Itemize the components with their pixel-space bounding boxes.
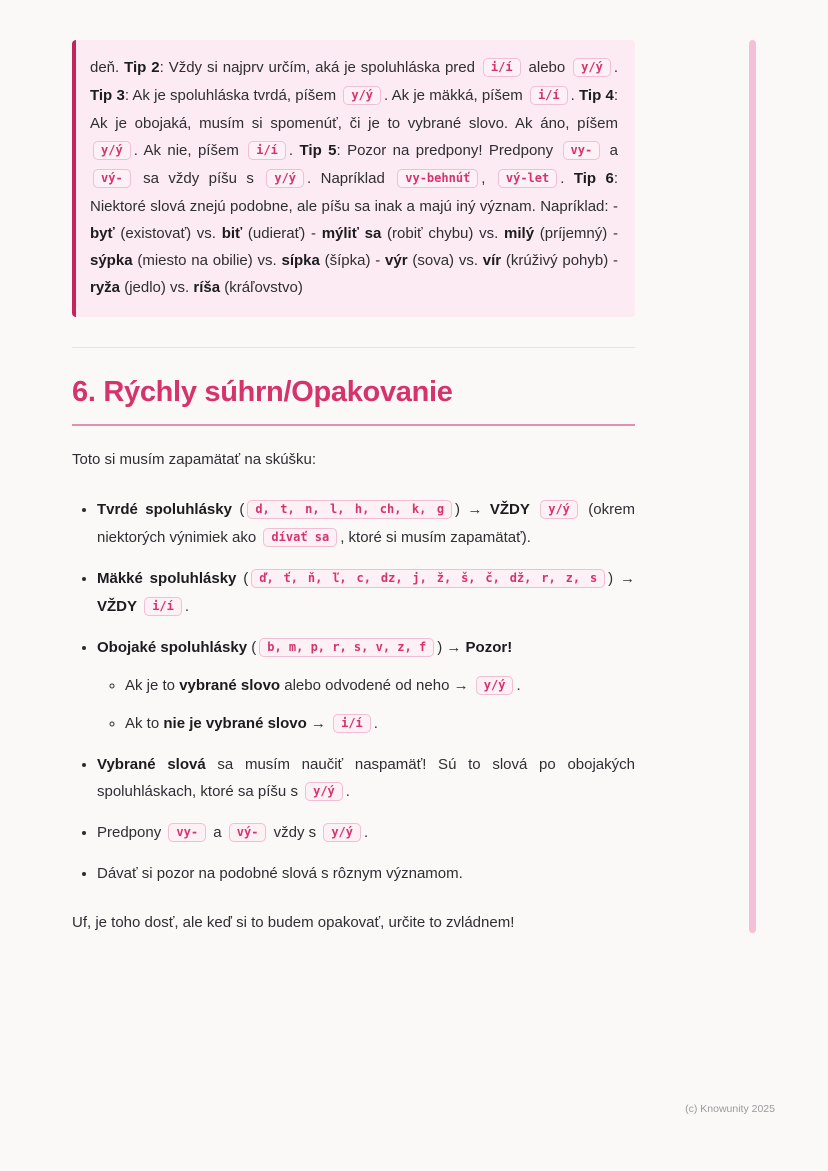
code-chip: vý- [93,169,131,188]
code-chip: dívať sa [263,528,337,547]
bold-text: nie je vybrané slovo [163,715,307,732]
text-run: deň. [90,59,125,76]
code-chip: y/ý [573,58,611,77]
bold-text: ryža [90,279,121,296]
text-run: (sova) vs. [407,252,483,269]
text-run: (kráľovstvo) [220,279,303,296]
bold-text: Pozor! [465,639,513,656]
text-run: (miesto na obilie) vs. [132,252,282,269]
bold-text: Tip 6 [573,170,614,187]
text-run: Ak to [125,715,164,732]
text-run: : Ak je obojaká, musím si spomenúť, či je to vybrané slovo. Ak áno, píšem [90,87,619,132]
text-run: (robiť chybu) vs. [381,225,505,242]
bold-text: Obojaké spoluhlásky [97,639,248,656]
code-chip: d, t, n, l, h, ch, k, g [247,500,452,519]
text-run: . [373,715,378,732]
text-run: . [570,87,580,104]
list-item-text [97,819,635,847]
text-run: : Vždy si najprv určím, aká je spoluhláska pred [159,59,480,76]
text-run: . [184,598,190,615]
list-item [97,819,635,847]
list-item-text [97,634,635,662]
sub-list-item-text [125,672,635,700]
code-chip: ď, ť, ň, ľ, c, dz, j, ž, š, č, dž, r, z, s [251,569,605,588]
code-chip: vy- [168,823,206,842]
bold-text: Tip 4 [579,87,614,104]
text-run: . [560,170,574,187]
bold-text: ríša [193,279,221,296]
text-run: (existovať) vs. [114,225,222,242]
heading-underline [72,424,635,426]
text-run: a [209,824,226,841]
text-run: sa vždy píšu s [133,170,264,187]
list-item [97,751,635,806]
text-run: (šípka) - [319,252,386,269]
code-chip: i/í [144,597,182,616]
bold-text: Tip 3 [90,87,125,104]
code-chip: vý-let [498,169,557,188]
text-run: ( [247,639,257,656]
code-chip: y/ý [476,676,514,695]
text-run: sa musím naučiť naspamäť! Sú to slová po obojakých spoluhláskach, ktoré sa píšu s [97,756,635,800]
text-run: (udierať) - [242,225,322,242]
code-chip: y/ý [266,169,304,188]
callout-text [90,54,618,301]
text-run: Predpony [97,824,166,841]
summary-list [72,496,635,887]
bold-text: vybrané slovo [179,677,281,694]
sub-list [97,672,635,738]
section-divider [72,347,635,348]
code-chip: i/í [248,141,286,160]
text-run: Ak je to [125,677,180,694]
text-run: (príjemný) - [534,225,618,242]
text-run: → [306,715,331,732]
text-run: . [288,142,300,159]
section-heading: 6. Rýchly súhrn/Opakovanie [72,376,453,408]
text-run: . [345,783,350,800]
footer-credit: (c) Knowunity 2025 [685,1103,775,1115]
bold-text: Tip 2 [124,59,160,76]
text-run: . Ak nie, píšem [133,142,246,159]
text-run: : Niektoré slová znejú podobne, ale píšu sa inak a majú iný význam. Napríklad: - [90,170,618,215]
tips-callout [72,40,635,317]
bold-text: vír [482,252,502,269]
text-run [137,598,141,615]
list-item [97,634,635,738]
text-run: (krúživý pohyb) - [501,252,618,269]
text-run: . Napríklad [307,170,395,187]
text-run: (okrem niektorých výnimiek ako [97,501,635,546]
list-item-text [97,496,635,552]
code-chip: y/ý [323,823,361,842]
bold-text: Tvrdé spoluhlásky [97,501,232,518]
code-chip: i/í [483,58,521,77]
bold-text: sípka [281,252,320,269]
text-run: ) → [455,501,490,518]
text-run: : Ak je spoluhláska tvrdá, píšem [124,87,341,104]
text-run: alebo odvodené od neho → [280,677,473,694]
code-chip: vý- [229,823,267,842]
text-run: , [481,170,495,187]
text-run: . [613,59,618,76]
sub-list-item [125,672,635,700]
bold-text: biť [221,225,243,242]
text-run: , ktoré si musím zapamätať). [340,529,531,546]
code-chip: y/ý [305,782,343,801]
document-content [72,40,635,935]
code-chip: vy-behnúť [397,169,478,188]
text-run: . [364,824,369,841]
scrollbar-thumb[interactable] [749,40,756,933]
text-run: ) → [608,570,635,587]
bold-text: Tip 5 [299,142,337,159]
text-run: a [603,142,618,159]
text-run: (jedlo) vs. [120,279,194,296]
list-item-text [97,751,635,806]
text-run [530,501,537,518]
code-chip: b, m, p, r, s, v, z, f [259,638,434,657]
list-item [97,565,635,621]
code-chip: i/í [530,86,568,105]
bold-text: sýpka [90,252,133,269]
code-chip: y/ý [540,500,578,519]
list-item-text [97,565,635,621]
text-run: . [516,677,521,694]
text-run: vždy s [269,824,321,841]
bold-text: výr [385,252,408,269]
sub-list-item [125,710,635,738]
bold-text: mýliť sa [321,225,382,242]
text-run: alebo [523,59,571,76]
list-item [97,496,635,552]
code-chip: i/í [333,714,371,733]
text-run: ( [231,501,245,518]
bold-text: milý [504,225,535,242]
bold-text: Mäkké spoluhlásky [97,570,237,587]
text-run: : Pozor na predpony! Predpony [336,142,560,159]
bold-text: VŽDY [97,598,138,615]
text-run: Dávať si pozor na podobné slová s rôznym významom. [97,865,463,882]
bold-text: Vybrané slová [97,756,206,773]
list-item [97,860,635,887]
bold-text: VŽDY [489,501,530,518]
text-run: ) → [437,639,466,656]
outro-paragraph: Uf, je toho dosť, ale keď si to budem opakovať, určite to zvládnem! [72,914,515,931]
text-run: ( [236,570,249,587]
sub-list-item-text [125,710,635,738]
code-chip: vy- [563,141,601,160]
bold-text: byť [90,225,115,242]
code-chip: y/ý [343,86,381,105]
code-chip: y/ý [93,141,131,160]
list-item-text [97,860,635,887]
intro-paragraph: Toto si musím zapamätať na skúšku: [72,451,317,468]
text-run: . Ak je mäkká, píšem [384,87,527,104]
